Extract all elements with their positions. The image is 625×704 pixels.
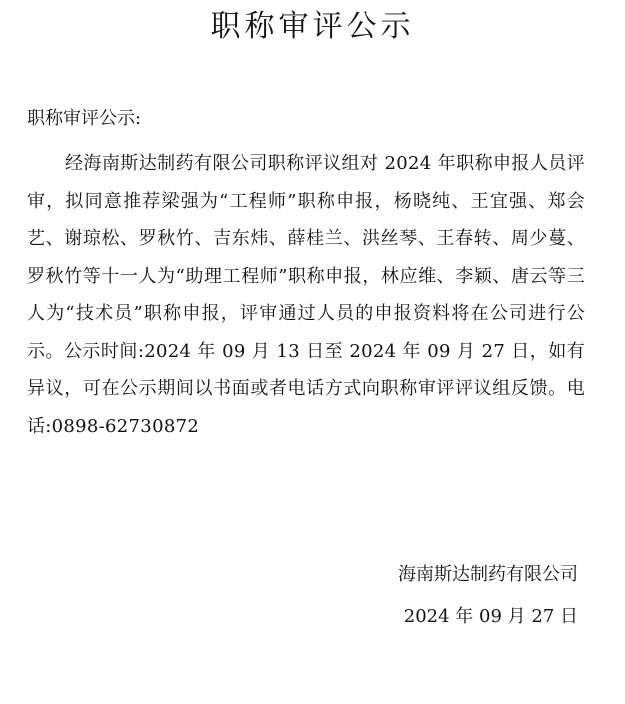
- document-title: 职称审评公示: [210, 9, 415, 44]
- signature-date: 2024 年 09 月 27 日: [403, 606, 578, 627]
- signature-block: [398, 562, 578, 630]
- salutation: 职称审评公示:: [27, 108, 142, 129]
- signature-company: 海南斯达制药有限公司: [398, 564, 578, 585]
- announcement-body: 经海南斯达制药有限公司职称评议组对 2024 年职称申报人员评审，拟同意推荐梁强为“工程师”职称申报，杨晓纯、王宜强、郑会艺、谢琼松、罗秋竹、吉东炜、薛桂兰、洪丝琴、王春转、周少蔓、罗秋竹等十一人为“助理工程师”职称申报，林应维、李颖、唐云等三人为“技术员”职称申报，评审通过人员的申报资料将在公司进行公示。公示时间:2024 年 09 月 13 日至 2024 年 09 月 27 日，如有异议，可在公示期间以书面或者电话方式向职称审评评议组反馈。电话:0898-62730872: [27, 153, 585, 437]
